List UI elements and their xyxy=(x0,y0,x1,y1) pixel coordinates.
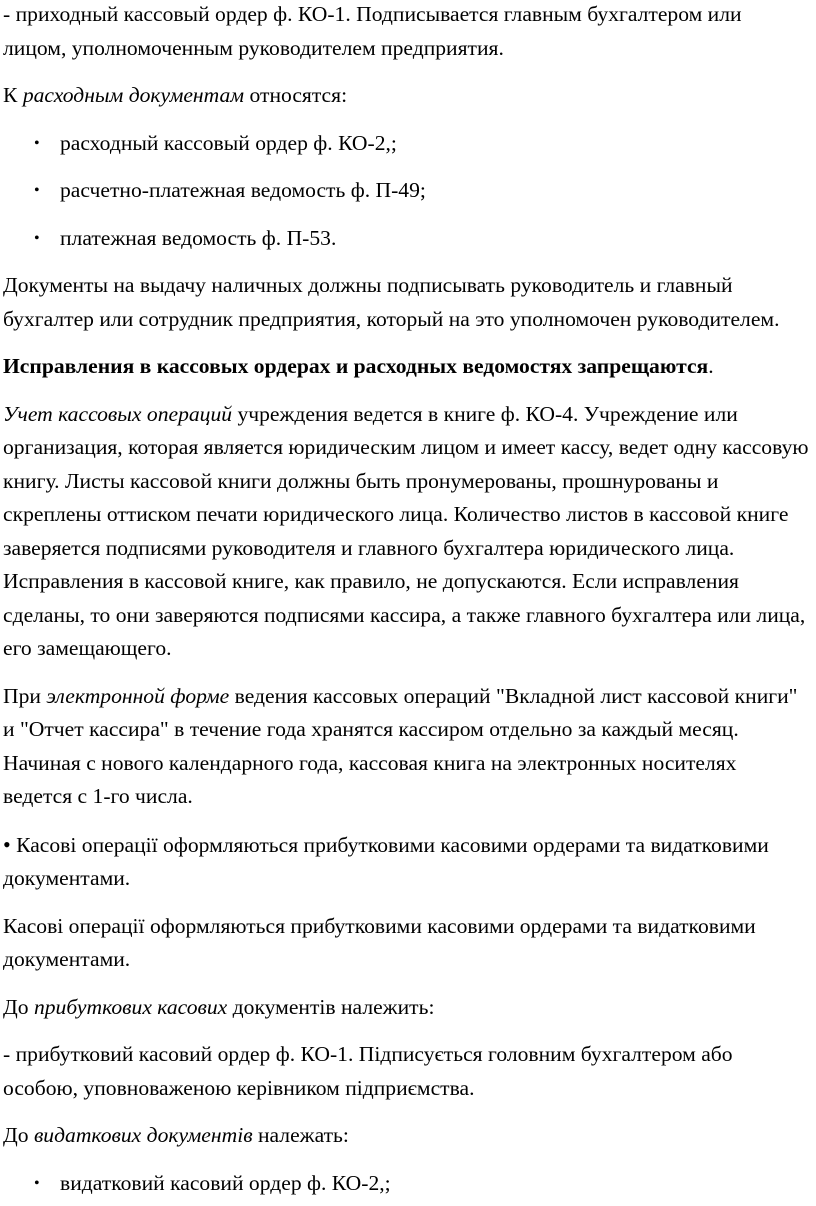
list-item-text: видатковий касовий ордер ф. КО-2,; xyxy=(60,1170,391,1195)
paragraph-corrections-forbidden-ru xyxy=(3,350,810,384)
expense-docs-list-ru xyxy=(3,127,810,256)
list-item-text: платежная ведомость ф. П-53. xyxy=(60,225,337,250)
text-fragment: . xyxy=(708,354,714,378)
paragraph-income-docs-intro-ua xyxy=(3,991,810,1025)
italic-term: прибуткових касових xyxy=(33,994,228,1019)
bullet-icon: • xyxy=(34,1174,40,1192)
paragraph-text: Документы на выдачу наличных должны подписывать руководитель и главный бухгалтер или сотрудник предприятия, который на это уполномочен руководителем. xyxy=(3,273,780,331)
paragraph-cash-book-ru xyxy=(3,398,810,666)
bullet-icon: • xyxy=(34,134,40,152)
bullet-icon: • xyxy=(3,831,11,857)
text-fragment: К xyxy=(3,83,23,107)
text-fragment: До xyxy=(3,994,34,1019)
paragraph-bullet-ua xyxy=(3,828,810,896)
paragraph-text: - прибутковий касовий ордер ф. КО-1. Підписується головним бухгалтером або особою, уповноваженою керівником підприємства. xyxy=(3,1042,733,1100)
list-item xyxy=(3,1167,810,1201)
text-fragment: документів належить: xyxy=(227,994,435,1019)
paragraph-ko1-ua xyxy=(3,1038,810,1105)
paragraph-expense-docs-intro-ua xyxy=(3,1119,810,1153)
expense-docs-list-ua xyxy=(3,1167,810,1201)
paragraph-ko1-ru xyxy=(3,0,810,65)
text-fragment: учреждения ведется в книге ф. КО-4. Учреждение или организация, которая является юридическим лицом и имеет кассу, ведет одну кассовую книгу. Листы кассовой книги должны быть пронумерованы, прошнурованы и скреплены оттиском печати юридического лица. Количество листов в кассовой книге заверяется подписями руководителя и главного бухгалтера юридического лица. Исправления в кассовой книге, как правило, не допускаются. Если исправления сделаны, то они заверяются подписями кассира, а также главного бухгалтера или лица, его замещающего. xyxy=(3,401,809,660)
list-item xyxy=(3,222,810,256)
paragraph-electronic-form-ru xyxy=(3,680,810,814)
list-item xyxy=(3,127,810,161)
paragraph-text: Касові операції оформляються прибутковими касовими ордерами та видатковими документами. xyxy=(3,913,756,971)
list-item-text: расчетно-платежная ведомость ф. П-49; xyxy=(60,178,426,202)
text-fragment: До xyxy=(3,1123,34,1147)
text-fragment: належать: xyxy=(252,1123,349,1147)
list-item xyxy=(3,174,810,208)
text-fragment: ведения кассовых операций "Вкладной лист кассовой книги" и "Отчет кассира" в течение года хранятся кассиром отдельно за каждый месяц. Начиная с нового календарного года, кассовая книга на электронных носителях ведется с 1-го числа. xyxy=(3,683,798,808)
italic-term: расходным документам xyxy=(22,83,245,107)
bold-statement: Исправления в кассовых ордерах и расходных ведомостях запрещаются xyxy=(3,354,709,378)
italic-term: видаткових документів xyxy=(33,1123,253,1147)
text-fragment: При xyxy=(3,683,47,708)
bullet-icon: • xyxy=(34,229,40,247)
italic-term: электронной форме xyxy=(46,683,230,708)
paragraph-signatures-ru xyxy=(3,269,810,336)
bullet-icon: • xyxy=(34,182,40,199)
paragraph-expense-docs-intro-ru xyxy=(3,79,810,113)
paragraph-cash-ops-ua xyxy=(3,910,810,977)
paragraph-text: - приходный кассовый ордер ф. КО-1. Подписывается главным бухгалтером или лицом, уполномоченным руководителем предприятия. xyxy=(3,2,742,60)
list-item-text: расходный кассовый ордер ф. КО-2,; xyxy=(60,130,397,155)
text-fragment: Касові операції оформляються прибутковими касовими ордерами та видатковими документами. xyxy=(3,832,769,890)
italic-term: Учет кассовых операций xyxy=(3,401,233,426)
text-fragment: относятся: xyxy=(244,83,348,107)
